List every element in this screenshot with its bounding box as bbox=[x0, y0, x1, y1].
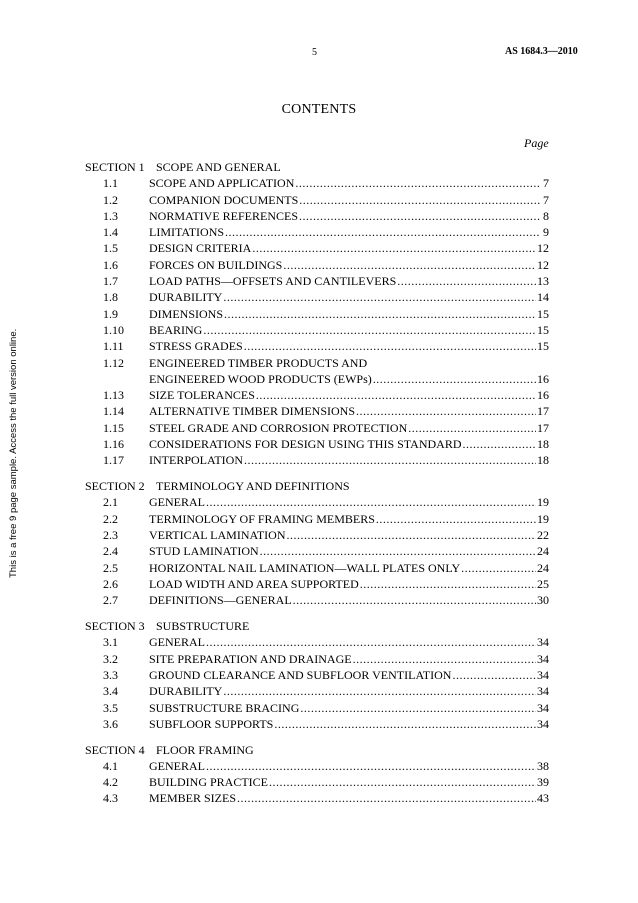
entry-title: COMPANION DOCUMENTS bbox=[149, 192, 299, 207]
toc-entry[interactable] bbox=[85, 790, 549, 806]
entry-page-number: 18 bbox=[537, 437, 549, 452]
entry-page-number: 34 bbox=[537, 667, 549, 682]
toc-entry[interactable] bbox=[85, 651, 549, 667]
section-label: SECTION 3 bbox=[85, 619, 145, 634]
entry-page-number: 25 bbox=[537, 576, 549, 591]
entry-page-number: 38 bbox=[537, 758, 549, 773]
entry-number: 2.1 bbox=[103, 495, 118, 510]
entry-page-number: 34 bbox=[537, 651, 549, 666]
toc-entry[interactable] bbox=[85, 700, 549, 716]
entry-page-number: 14 bbox=[537, 290, 549, 305]
entry-page-number: 13 bbox=[537, 274, 549, 289]
entry-number: 1.14 bbox=[103, 404, 124, 419]
entry-title: GENERAL bbox=[149, 495, 205, 510]
toc-section bbox=[85, 618, 549, 732]
entry-title: BEARING bbox=[149, 322, 203, 337]
entry-number: 1.15 bbox=[103, 420, 124, 435]
entry-number: 1.6 bbox=[103, 257, 118, 272]
entry-page-number: 43 bbox=[537, 791, 549, 806]
entry-page-number: 16 bbox=[537, 371, 549, 386]
toc-entry[interactable] bbox=[85, 371, 549, 387]
dot-leader bbox=[260, 543, 536, 559]
table-of-contents bbox=[85, 159, 549, 816]
dot-leader bbox=[373, 371, 536, 387]
dot-leader bbox=[360, 576, 536, 592]
entry-number: 3.3 bbox=[103, 667, 118, 682]
dot-leader bbox=[224, 306, 536, 322]
entry-number: 1.10 bbox=[103, 322, 124, 337]
entry-page-number: 18 bbox=[537, 453, 549, 468]
entry-title: MEMBER SIZES bbox=[149, 791, 237, 806]
toc-entry[interactable] bbox=[85, 387, 549, 403]
entry-page-number: 24 bbox=[537, 544, 549, 559]
entry-number: 1.16 bbox=[103, 437, 124, 452]
dot-leader bbox=[299, 192, 540, 208]
dot-leader bbox=[206, 634, 536, 650]
entry-title: CONSIDERATIONS FOR DESIGN USING THIS STANDARD bbox=[149, 437, 462, 452]
entry-page-number: 30 bbox=[537, 593, 549, 608]
toc-entry-line bbox=[85, 355, 549, 371]
dot-leader bbox=[203, 322, 536, 338]
entry-page-number: 7 bbox=[543, 176, 549, 191]
toc-entry[interactable] bbox=[85, 543, 549, 559]
entry-page-number: 39 bbox=[537, 775, 549, 790]
entry-number: 3.4 bbox=[103, 684, 118, 699]
dot-leader bbox=[244, 452, 536, 468]
entry-number: 4.3 bbox=[103, 791, 118, 806]
toc-entry[interactable] bbox=[85, 436, 549, 452]
dot-leader bbox=[252, 240, 536, 256]
entry-number: 2.4 bbox=[103, 544, 118, 559]
section-heading bbox=[85, 742, 549, 758]
entry-number: 1.8 bbox=[103, 290, 118, 305]
entry-number: 1.7 bbox=[103, 274, 118, 289]
entry-page-number: 15 bbox=[537, 322, 549, 337]
entry-page-number: 12 bbox=[537, 257, 549, 272]
entry-page-number: 15 bbox=[537, 306, 549, 321]
toc-entry[interactable] bbox=[85, 683, 549, 699]
toc-entry[interactable] bbox=[85, 758, 549, 774]
entry-page-number: 15 bbox=[537, 339, 549, 354]
entry-number: 2.7 bbox=[103, 593, 118, 608]
dot-leader bbox=[237, 790, 536, 806]
toc-entry[interactable] bbox=[85, 511, 549, 527]
entry-title: DIMENSIONS bbox=[149, 306, 224, 321]
entry-title: VERTICAL LAMINATION bbox=[149, 528, 286, 543]
entry-title: SUBSTRUCTURE BRACING bbox=[149, 700, 300, 715]
section-heading bbox=[85, 159, 549, 175]
toc-entry[interactable] bbox=[85, 452, 549, 468]
section-title: SUBSTRUCTURE bbox=[156, 619, 250, 634]
entry-number: 2.3 bbox=[103, 528, 118, 543]
dot-leader bbox=[269, 774, 536, 790]
dot-leader bbox=[408, 420, 536, 436]
toc-entry[interactable] bbox=[85, 257, 549, 273]
entry-number: 1.9 bbox=[103, 306, 118, 321]
entry-number: 1.3 bbox=[103, 208, 118, 223]
section-label: SECTION 4 bbox=[85, 742, 145, 757]
standard-id: AS 1684.3—2010 bbox=[505, 46, 578, 57]
entry-page-number: 34 bbox=[537, 716, 549, 731]
entry-number: 4.2 bbox=[103, 775, 118, 790]
entry-page-number: 19 bbox=[537, 495, 549, 510]
entry-title: DEFINITIONS—GENERAL bbox=[149, 593, 292, 608]
dot-leader bbox=[286, 527, 536, 543]
entry-number: 1.1 bbox=[103, 176, 118, 191]
entry-page-number: 24 bbox=[537, 560, 549, 575]
toc-entry[interactable] bbox=[85, 420, 549, 436]
toc-entry[interactable] bbox=[85, 192, 549, 208]
entry-title: DURABILITY bbox=[149, 290, 223, 305]
dot-leader bbox=[356, 403, 536, 419]
toc-entry[interactable] bbox=[85, 667, 549, 683]
entry-title: LOAD PATHS—OFFSETS AND CANTILEVERS bbox=[149, 274, 397, 289]
entry-page-number: 34 bbox=[537, 684, 549, 699]
toc-entry[interactable] bbox=[85, 774, 549, 790]
entry-number: 3.2 bbox=[103, 651, 118, 666]
entry-page-number: 17 bbox=[537, 404, 549, 419]
page-column-label: Page bbox=[524, 136, 549, 150]
entry-title: DESIGN CRITERIA bbox=[149, 241, 252, 256]
dot-leader bbox=[397, 273, 536, 289]
dot-leader bbox=[244, 338, 536, 354]
toc-entry[interactable] bbox=[85, 403, 549, 419]
toc-entry[interactable] bbox=[85, 208, 549, 224]
entry-title: GENERAL bbox=[149, 758, 205, 773]
dot-leader bbox=[223, 289, 536, 305]
dot-leader bbox=[299, 208, 540, 224]
dot-leader bbox=[461, 560, 536, 576]
dot-leader bbox=[274, 716, 536, 732]
section-title: TERMINOLOGY AND DEFINITIONS bbox=[156, 479, 350, 494]
dot-leader bbox=[353, 651, 536, 667]
dot-leader bbox=[223, 683, 536, 699]
entry-number: 1.13 bbox=[103, 388, 124, 403]
entry-title: LOAD WIDTH AND AREA SUPPORTED bbox=[149, 576, 359, 591]
entry-title: SCOPE AND APPLICATION bbox=[149, 176, 295, 191]
dot-leader bbox=[452, 667, 536, 683]
entry-number: 2.6 bbox=[103, 576, 118, 591]
entry-page-number: 22 bbox=[537, 528, 549, 543]
contents-title: CONTENTS bbox=[281, 102, 357, 117]
section-title: FLOOR FRAMING bbox=[156, 742, 254, 757]
entry-page-number: 34 bbox=[537, 700, 549, 715]
entry-title: SITE PREPARATION AND DRAINAGE bbox=[149, 651, 352, 666]
entry-number: 2.5 bbox=[103, 560, 118, 575]
toc-entry[interactable] bbox=[85, 175, 549, 191]
toc-entry[interactable] bbox=[85, 592, 549, 608]
dot-leader bbox=[376, 511, 536, 527]
dot-leader bbox=[463, 436, 536, 452]
toc-entry[interactable] bbox=[85, 224, 549, 240]
entry-title: ALTERNATIVE TIMBER DIMENSIONS bbox=[149, 404, 356, 419]
entry-title: SUBFLOOR SUPPORTS bbox=[149, 716, 274, 731]
toc-entry[interactable] bbox=[85, 716, 549, 732]
dot-leader bbox=[300, 700, 536, 716]
toc-entry[interactable] bbox=[85, 338, 549, 354]
entry-number: 1.12 bbox=[103, 355, 124, 370]
entry-number: 4.1 bbox=[103, 758, 118, 773]
toc-entry[interactable] bbox=[85, 560, 549, 576]
toc-entry[interactable] bbox=[85, 273, 549, 289]
entry-number: 3.5 bbox=[103, 700, 118, 715]
page-number: 5 bbox=[312, 47, 317, 58]
toc-section bbox=[85, 159, 549, 469]
dot-leader bbox=[256, 387, 536, 403]
entry-title: GENERAL bbox=[149, 635, 205, 650]
dot-leader bbox=[206, 758, 536, 774]
section-label: SECTION 1 bbox=[85, 160, 145, 174]
toc-entry[interactable] bbox=[85, 322, 549, 338]
entry-number: 1.2 bbox=[103, 192, 118, 207]
toc-entry[interactable] bbox=[85, 634, 549, 650]
entry-title: STEEL GRADE AND CORROSION PROTECTION bbox=[149, 420, 408, 435]
entry-page-number: 19 bbox=[537, 511, 549, 526]
entry-number: 3.6 bbox=[103, 716, 118, 731]
entry-page-number: 34 bbox=[537, 635, 549, 650]
entry-number: 1.4 bbox=[103, 225, 118, 240]
entry-number: 1.17 bbox=[103, 453, 124, 468]
entry-title: NORMATIVE REFERENCES bbox=[149, 208, 299, 223]
entry-title: STRESS GRADES bbox=[149, 339, 243, 354]
entry-title: SIZE TOLERANCES bbox=[149, 388, 255, 403]
dot-leader bbox=[295, 175, 540, 191]
entry-number: 3.1 bbox=[103, 635, 118, 650]
dot-leader bbox=[206, 494, 536, 510]
entry-title: HORIZONTAL NAIL LAMINATION—WALL PLATES ONLY bbox=[149, 560, 461, 575]
entry-page-number: 8 bbox=[543, 208, 549, 223]
dot-leader bbox=[293, 592, 536, 608]
section-title: SCOPE AND GENERAL bbox=[156, 160, 281, 174]
toc-section bbox=[85, 478, 549, 608]
section-heading bbox=[85, 478, 549, 494]
entry-number: 1.5 bbox=[103, 241, 118, 256]
entry-title: DURABILITY bbox=[149, 684, 223, 699]
entry-page-number: 7 bbox=[543, 192, 549, 207]
toc-entry[interactable] bbox=[85, 240, 549, 256]
entry-title: STUD LAMINATION bbox=[149, 544, 259, 559]
toc-entry[interactable] bbox=[85, 306, 549, 322]
entry-number: 1.11 bbox=[103, 339, 124, 354]
entry-title: TERMINOLOGY OF FRAMING MEMBERS bbox=[149, 511, 375, 526]
toc-entry[interactable] bbox=[85, 494, 549, 510]
entry-title: BUILDING PRACTICE bbox=[149, 775, 268, 790]
sample-notice: This is a free 9 page sample. Access the full version online. bbox=[8, 328, 19, 578]
entry-title: LIMITATIONS bbox=[149, 225, 225, 240]
toc-entry[interactable] bbox=[85, 289, 549, 305]
entry-title: FORCES ON BUILDINGS bbox=[149, 257, 283, 272]
entry-page-number: 16 bbox=[537, 388, 549, 403]
section-label: SECTION 2 bbox=[85, 479, 145, 494]
entry-title: INTERPOLATION bbox=[149, 453, 243, 468]
entry-title: ENGINEERED WOOD PRODUCTS (EWPs) bbox=[149, 371, 372, 386]
entry-title: GROUND CLEARANCE AND SUBFLOOR VENTILATION bbox=[149, 667, 452, 682]
entry-page-number: 17 bbox=[537, 420, 549, 435]
toc-entry[interactable] bbox=[85, 527, 549, 543]
section-heading bbox=[85, 618, 549, 634]
entry-page-number: 12 bbox=[537, 241, 549, 256]
toc-entry[interactable] bbox=[85, 576, 549, 592]
entry-number: 2.2 bbox=[103, 511, 118, 526]
entry-title-line: ENGINEERED TIMBER PRODUCTS AND bbox=[149, 355, 368, 370]
toc-section bbox=[85, 742, 549, 807]
dot-leader bbox=[225, 224, 540, 240]
entry-page-number: 9 bbox=[543, 225, 549, 240]
dot-leader bbox=[283, 257, 536, 273]
